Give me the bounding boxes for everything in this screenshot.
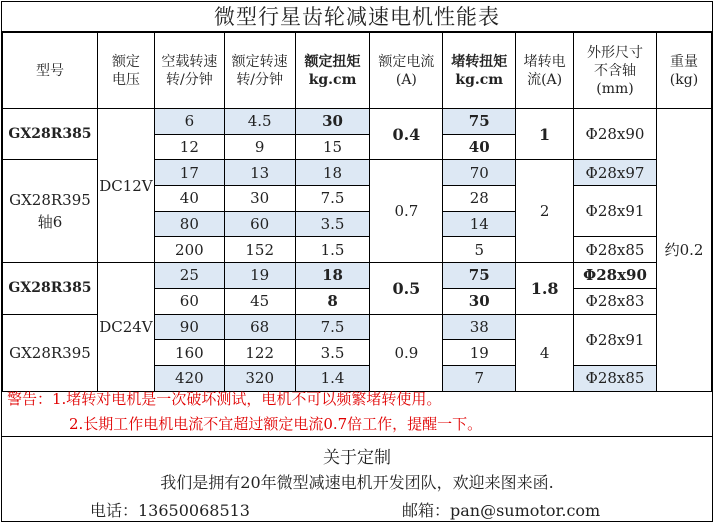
rated-speed-cell: 13 — [224, 160, 295, 186]
noload-speed-cell: 40 — [154, 186, 224, 212]
size-cell: Φ28x91 — [574, 186, 657, 237]
noload-speed-cell: 6 — [154, 109, 224, 135]
custom-message: 我们是拥有20年微型减速电机开发团队，欢迎来图来函. — [160, 473, 554, 492]
rated-torque-cell: 8 — [295, 288, 370, 314]
stall-torque-cell: 38 — [443, 314, 516, 340]
header-rated-speed: 额定转速 转/分钟 — [224, 33, 295, 109]
stall-torque-cell: 75 — [443, 263, 516, 289]
rated-torque-cell: 18 — [295, 263, 370, 289]
rated-current-cell: 0.4 — [370, 109, 443, 160]
rated-torque-cell: 30 — [295, 109, 370, 135]
header-noload-speed: 空载转速 转/分钟 — [154, 33, 224, 109]
rated-speed-cell: 30 — [224, 186, 295, 212]
voltage-cell: DC24V — [97, 263, 154, 391]
stall-torque-cell: 30 — [443, 288, 516, 314]
table-title: 微型行星齿轮减速电机性能表 — [2, 2, 712, 32]
spec-table — [2, 32, 712, 392]
header-rated-torque: 额定扭矩 kg.cm — [295, 33, 370, 109]
warning-line-1: 警告：1.堵转对电机是一次破坏测试，电机不可以频繁堵转使用。 — [7, 390, 442, 408]
rated-torque-cell: 7.5 — [295, 314, 370, 340]
stall-current-cell: 4 — [516, 314, 574, 391]
stall-current-cell: 1 — [516, 109, 574, 160]
rated-torque-cell: 1.4 — [295, 365, 370, 391]
noload-speed-cell: 80 — [154, 211, 224, 237]
stall-torque-cell: 7 — [443, 365, 516, 391]
stall-current-cell: 1.8 — [516, 263, 574, 314]
contact-email: 邮箱：pan@sumotor.com — [402, 501, 601, 520]
size-cell: Φ28x97 — [574, 160, 657, 186]
stall-current-cell: 2 — [516, 160, 574, 263]
noload-speed-cell: 90 — [154, 314, 224, 340]
custom-section — [2, 437, 712, 521]
stall-torque-cell: 40 — [443, 134, 516, 160]
rated-torque-cell: 1.5 — [295, 237, 370, 263]
header-weight: 重量 (kg) — [656, 33, 711, 109]
rated-speed-cell: 4.5 — [224, 109, 295, 135]
rated-speed-cell: 45 — [224, 288, 295, 314]
rated-speed-cell: 68 — [224, 314, 295, 340]
weight-cell: 约0.2 — [656, 109, 711, 392]
size-cell: Φ28x90 — [574, 109, 657, 160]
rated-speed-cell: 60 — [224, 211, 295, 237]
header-rated-current: 额定电流 (A) — [370, 33, 443, 109]
rated-torque-cell: 7.5 — [295, 186, 370, 212]
stall-torque-cell: 28 — [443, 186, 516, 212]
noload-speed-cell: 200 — [154, 237, 224, 263]
rated-current-cell: 0.7 — [370, 160, 443, 263]
rated-speed-cell: 122 — [224, 340, 295, 366]
stall-torque-cell: 5 — [443, 237, 516, 263]
rated-speed-cell: 9 — [224, 134, 295, 160]
noload-speed-cell: 60 — [154, 288, 224, 314]
noload-speed-cell: 160 — [154, 340, 224, 366]
warning-line-2: 2.长期工作电机电流不宜超过额定电流0.7倍工作，提醒一下。 — [69, 415, 483, 433]
noload-speed-cell: 17 — [154, 160, 224, 186]
rated-torque-cell: 3.5 — [295, 211, 370, 237]
voltage-cell: DC12V — [97, 109, 154, 263]
rated-torque-cell: 18 — [295, 160, 370, 186]
stall-torque-cell: 75 — [443, 109, 516, 135]
rated-speed-cell: 19 — [224, 263, 295, 289]
noload-speed-cell: 420 — [154, 365, 224, 391]
header-model: 型号 — [3, 33, 98, 109]
model-cell: GX28R395 轴6 — [3, 160, 98, 263]
header-voltage: 额定 电压 — [97, 33, 154, 109]
size-cell: Φ28x90 — [574, 263, 657, 289]
rated-current-cell: 0.5 — [370, 263, 443, 314]
custom-title: 关于定制 — [323, 448, 391, 468]
model-cell: GX28R385 — [3, 109, 98, 160]
spec-sheet — [1, 1, 713, 522]
model-cell: GX28R385 — [3, 263, 98, 314]
noload-speed-cell: 25 — [154, 263, 224, 289]
size-cell: Φ28x83 — [574, 288, 657, 314]
stall-torque-cell: 14 — [443, 211, 516, 237]
stall-torque-cell: 19 — [443, 340, 516, 366]
header-stall-current: 堵转电 流(A) — [516, 33, 574, 109]
size-cell: Φ28x91 — [574, 314, 657, 365]
rated-speed-cell: 320 — [224, 365, 295, 391]
contact-phone: 电话：13650068513 — [90, 501, 250, 520]
rated-speed-cell: 152 — [224, 237, 295, 263]
rated-torque-cell: 3.5 — [295, 340, 370, 366]
rated-torque-cell: 15 — [295, 134, 370, 160]
rated-current-cell: 0.9 — [370, 314, 443, 391]
header-size: 外形尺寸 不含轴 (mm) — [574, 33, 657, 109]
header-stall-torque: 堵转扭矩 kg.cm — [443, 33, 516, 109]
model-cell: GX28R395 — [3, 314, 98, 391]
stall-torque-cell: 70 — [443, 160, 516, 186]
warning-box — [2, 384, 712, 437]
size-cell: Φ28x85 — [574, 237, 657, 263]
size-cell: Φ28x85 — [574, 365, 657, 391]
noload-speed-cell: 12 — [154, 134, 224, 160]
